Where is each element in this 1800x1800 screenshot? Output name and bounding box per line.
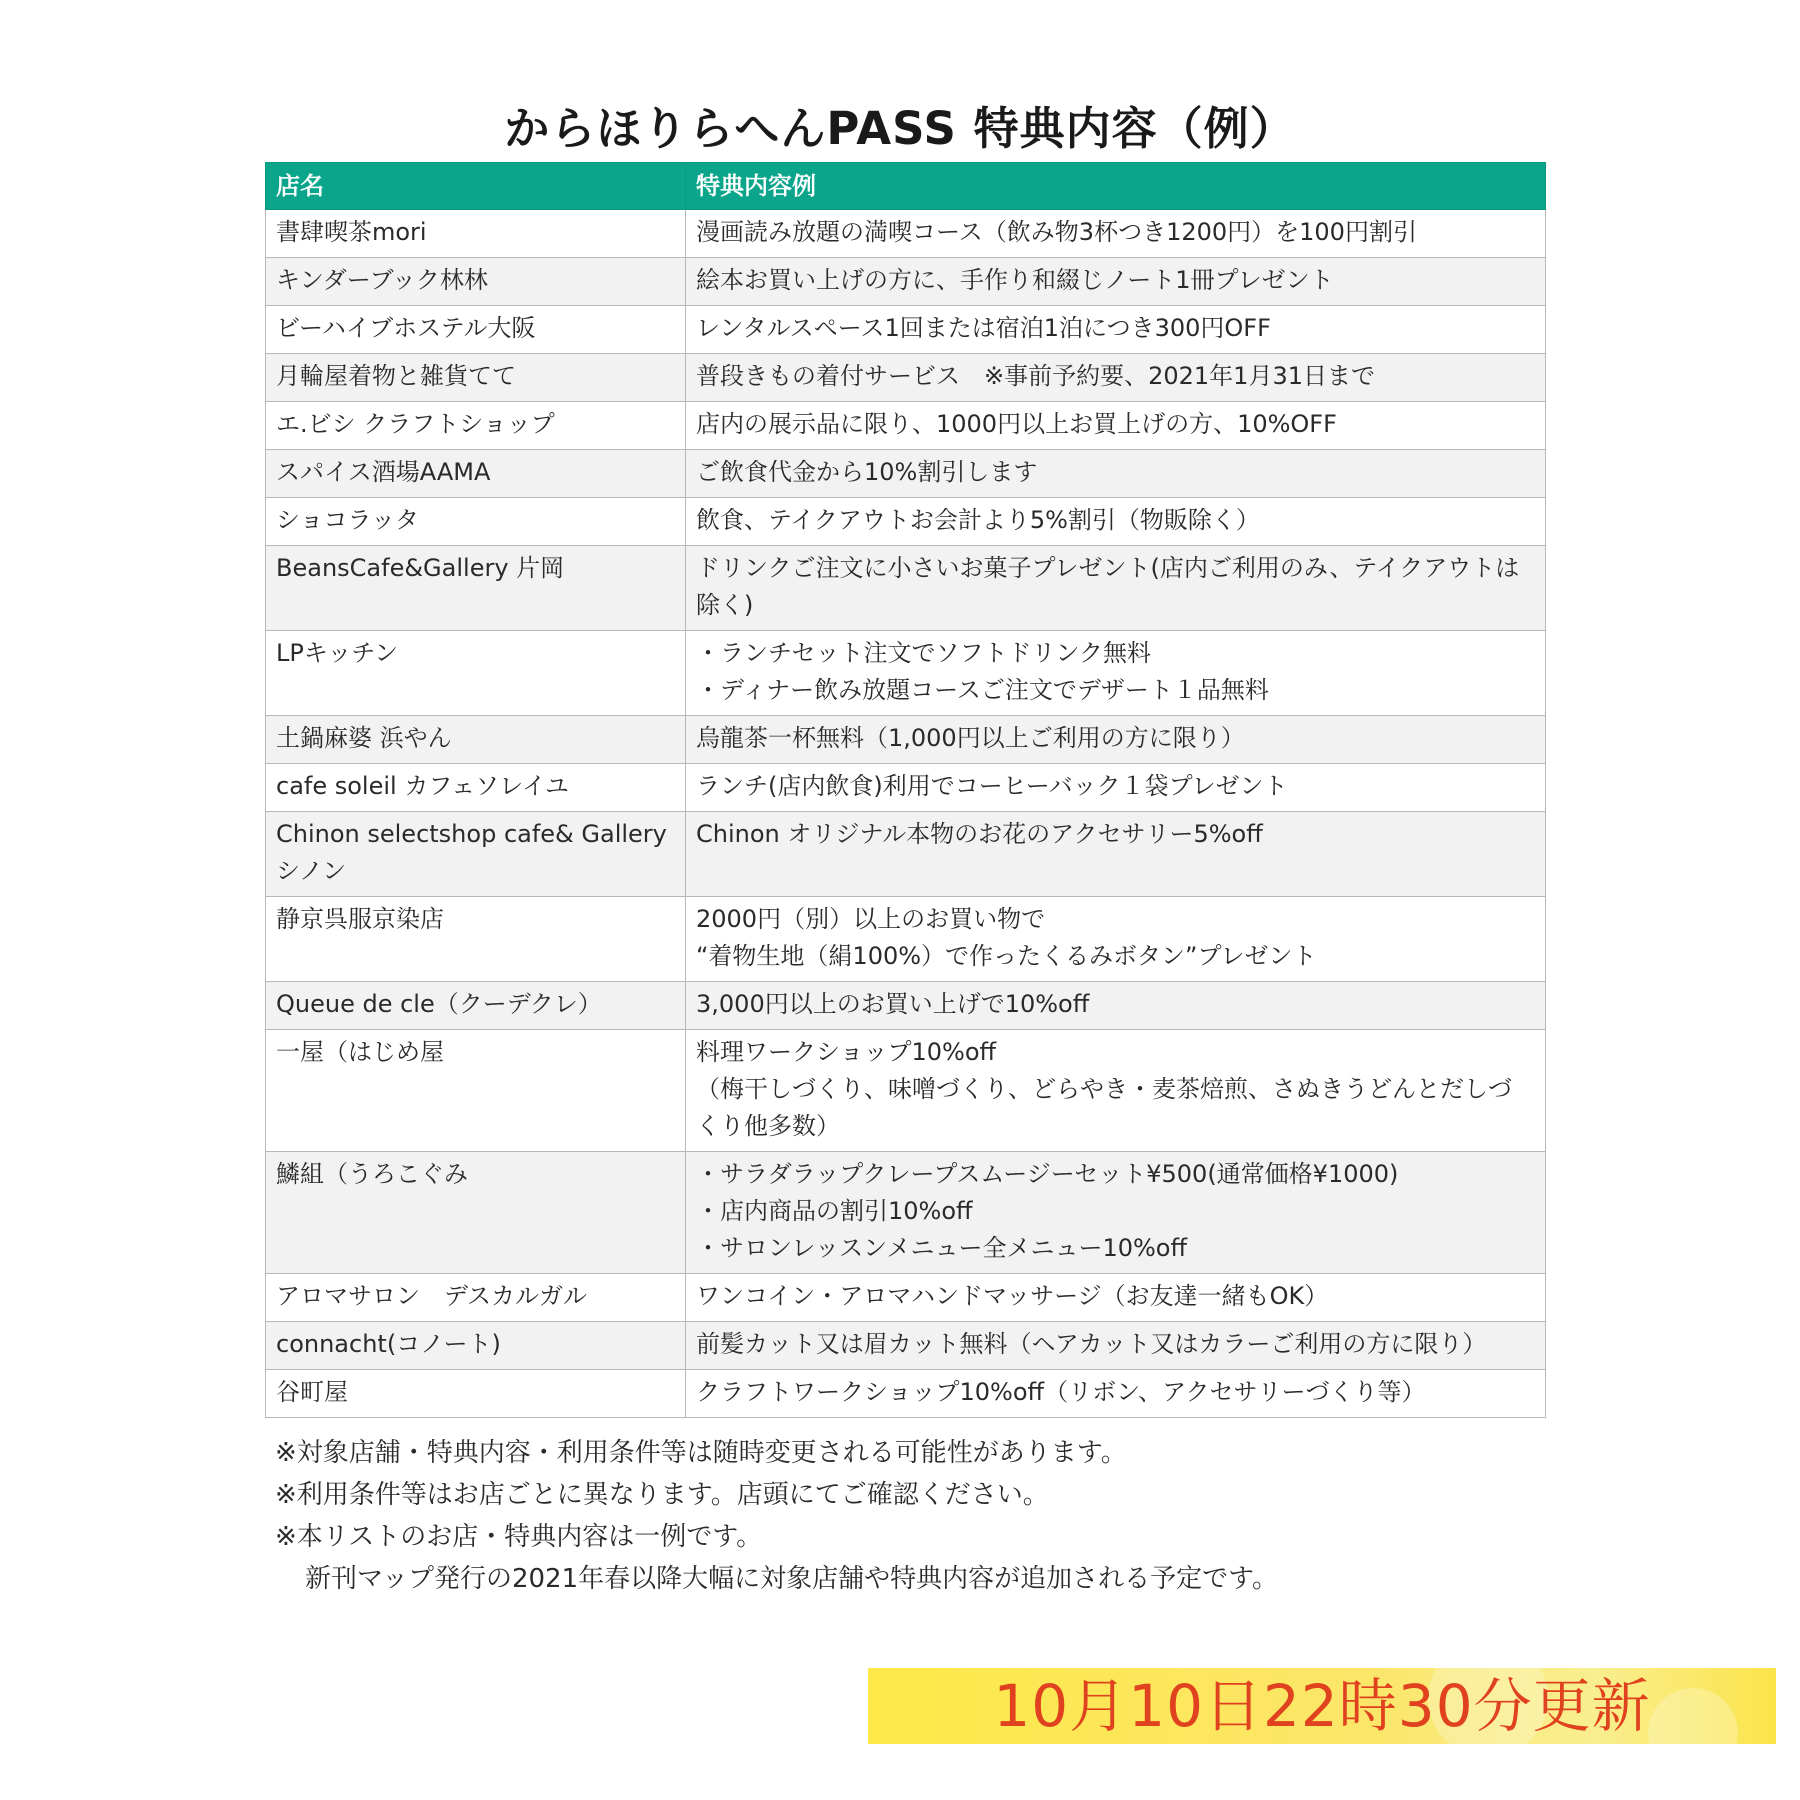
table-row: [266, 716, 1546, 764]
table-row: [266, 354, 1546, 402]
benefits-table: [265, 162, 1546, 1418]
store-name-cell: キンダーブック林林: [266, 258, 686, 306]
store-name-cell: 静京呉服京染店: [266, 897, 686, 982]
table-row: [266, 402, 1546, 450]
benefit-cell: ワンコイン・アロマハンドマッサージ（お友達一緒もOK）: [686, 1274, 1546, 1322]
store-name-cell: Queue de cle（クーデクレ）: [266, 982, 686, 1030]
benefit-cell: 店内の展示品に限り、1000円以上お買上げの方、10%OFF: [686, 402, 1546, 450]
notes-section: [275, 1432, 1575, 1600]
store-name-cell: エ.ビシ クラフトショップ: [266, 402, 686, 450]
store-name-cell: アロマサロン デスカルガル: [266, 1274, 686, 1322]
store-name-cell: ビーハイブホステル大阪: [266, 306, 686, 354]
store-name-cell: 土鍋麻婆 浜やん: [266, 716, 686, 764]
table-row: [266, 306, 1546, 354]
table-row: [266, 546, 1546, 631]
benefit-cell: 料理ワークショップ10%off （梅干しづくり、味噌づくり、どらやき・麦茶焙煎、さぬきうどんとだしづくり他多数）: [686, 1030, 1546, 1152]
column-header-store-name: 店名: [266, 163, 686, 210]
update-timestamp: 10月10日22時30分更新: [993, 1672, 1651, 1740]
benefit-cell: ・サラダラップクレープスムージーセット¥500(通常価格¥1000) ・店内商品の割引10%off ・サロンレッスンメニュー全メニュー10%off: [686, 1152, 1546, 1274]
store-name-cell: cafe soleil カフェソレイユ: [266, 764, 686, 812]
table-body: [266, 210, 1546, 1418]
benefit-cell: クラフトワークショップ10%off（リボン、アクセサリーづくり等）: [686, 1370, 1546, 1418]
store-name-cell: 書肆喫茶mori: [266, 210, 686, 258]
table-row: [266, 897, 1546, 982]
benefit-cell: 漫画読み放題の満喫コース（飲み物3杯つき1200円）を100円割引: [686, 210, 1546, 258]
note-line: ※本リストのお店・特典内容は一例です。: [275, 1522, 763, 1552]
table-row: [266, 450, 1546, 498]
note-line: 新刊マップ発行の2021年春以降大幅に対象店舗や特典内容が追加される予定です。: [305, 1564, 1279, 1594]
table-row: [266, 982, 1546, 1030]
benefit-cell: レンタルスペース1回または宿泊1泊につき300円OFF: [686, 306, 1546, 354]
benefit-cell: 飲食、テイクアウトお会計より5%割引（物販除く）: [686, 498, 1546, 546]
benefit-cell: 烏龍茶一杯無料（1,000円以上ご利用の方に限り）: [686, 716, 1546, 764]
benefit-cell: 前髪カット又は眉カット無料（ヘアカット又はカラーご利用の方に限り）: [686, 1322, 1546, 1370]
benefit-cell: 3,000円以上のお買い上げで10%off: [686, 982, 1546, 1030]
table-row: [266, 631, 1546, 716]
store-name-cell: ショコラッタ: [266, 498, 686, 546]
benefit-cell: Chinon オリジナル本物のお花のアクセサリー5%off: [686, 812, 1546, 897]
table-row: [266, 1322, 1546, 1370]
update-banner: [868, 1668, 1776, 1744]
table-row: [266, 1274, 1546, 1322]
table-row: [266, 764, 1546, 812]
store-name-cell: 一屋（はじめ屋: [266, 1030, 686, 1152]
store-name-cell: 谷町屋: [266, 1370, 686, 1418]
benefit-cell: 普段きもの着付サービス ※事前予約要、2021年1月31日まで: [686, 354, 1546, 402]
benefit-cell: 絵本お買い上げの方に、手作り和綴じノート1冊プレゼント: [686, 258, 1546, 306]
benefit-cell: ドリンクご注文に小さいお菓子プレゼント(店内ご利用のみ、テイクアウトは除く): [686, 546, 1546, 631]
store-name-cell: LPキッチン: [266, 631, 686, 716]
benefit-cell: 2000円（別）以上のお買い物で “着物生地（絹100%）で作ったくるみボタン”プレゼント: [686, 897, 1546, 982]
benefit-cell: ご飲食代金から10%割引します: [686, 450, 1546, 498]
table-header-row: [266, 163, 1546, 210]
benefit-cell: ・ランチセット注文でソフトドリンク無料 ・ディナー飲み放題コースご注文でデザート１品無料: [686, 631, 1546, 716]
store-name-cell: BeansCafe&Gallery 片岡: [266, 546, 686, 631]
table-row: [266, 812, 1546, 897]
benefit-cell: ランチ(店内飲食)利用でコーヒーバック１袋プレゼント: [686, 764, 1546, 812]
store-name-cell: 鱗組（うろこぐみ: [266, 1152, 686, 1274]
note-line: ※対象店舗・特典内容・利用条件等は随時変更される可能性があります。: [275, 1438, 1127, 1468]
table-row: [266, 258, 1546, 306]
table-row: [266, 1370, 1546, 1418]
store-name-cell: connacht(コノート): [266, 1322, 686, 1370]
table-row: [266, 210, 1546, 258]
note-line: ※利用条件等はお店ごとに異なります。店頭にてご確認ください。: [275, 1480, 1049, 1510]
table-row: [266, 498, 1546, 546]
store-name-cell: Chinon selectshop cafe& Gallery シノン: [266, 812, 686, 897]
store-name-cell: スパイス酒場AAMA: [266, 450, 686, 498]
page-title: からほりらへんPASS 特典内容（例）: [504, 102, 1296, 155]
column-header-benefit: 特典内容例: [686, 163, 1546, 210]
table-row: [266, 1030, 1546, 1152]
table-row: [266, 1152, 1546, 1274]
store-name-cell: 月輪屋着物と雑貨てて: [266, 354, 686, 402]
